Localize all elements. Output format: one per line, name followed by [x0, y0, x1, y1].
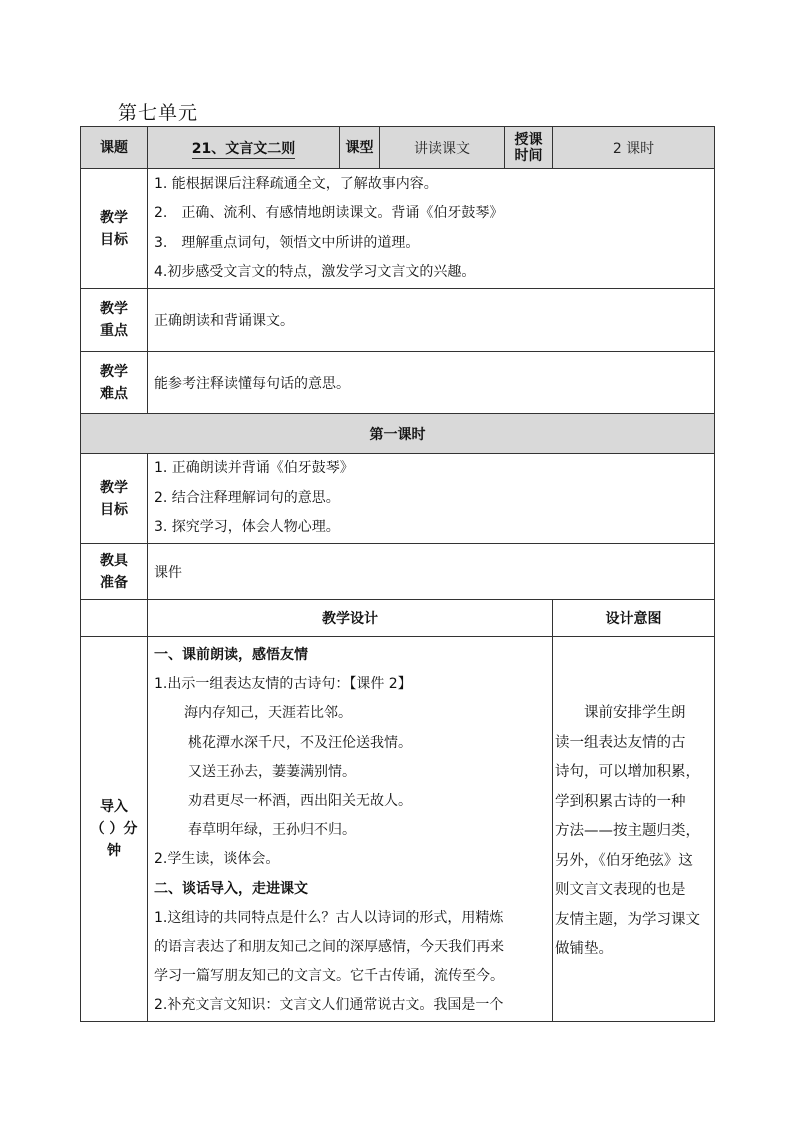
design-line: 的语言表达了和朋友知己之间的深厚感情，今天我们再来 [154, 939, 504, 956]
design-line: 2.补充文言文知识：文言文人们通常说古文。我国是一个 [154, 997, 504, 1014]
design-header-blank [81, 600, 148, 637]
type-label: 课型 [340, 127, 380, 169]
intent-line: 则文言文表现的也是 [555, 882, 686, 898]
lesson1-goals-label: 教学目标 [81, 454, 148, 544]
header-row [81, 127, 715, 169]
design-line: 2.学生读，谈体会。 [154, 851, 280, 868]
unit-title: 第七单元 [118, 102, 199, 124]
time-label: 授课 时间 [505, 127, 553, 169]
goal-item: 3. 理解重点词句，领悟文中所讲的道理。 [154, 234, 420, 251]
tools-row [81, 544, 715, 600]
type-value: 讲读课文 [380, 127, 505, 169]
goals-label: 教学目标 [81, 169, 148, 289]
poem-line: 劝君更尽一杯酒，西出阳关无故人。 [188, 793, 412, 810]
lesson1-goals-row [81, 454, 715, 544]
goals-list [148, 169, 715, 289]
intent-col-header: 设计意图 [553, 600, 715, 637]
design-line: 二、谈话导入，走进课文 [154, 880, 308, 897]
intent-line: 方法——按主题归类， [555, 823, 700, 839]
intent-line: 做铺垫。 [555, 941, 613, 957]
intent-line: 诗句，可以增加积累， [555, 764, 700, 780]
goal-item: 2. 正确、流利、有感情地朗读课文。背诵《伯牙鼓琴》 [154, 205, 504, 221]
poem-line: 又送王孙去，萋萋满别情。 [188, 763, 356, 780]
intent-line: 友情主题，为学习课文 [555, 911, 700, 928]
intent-content [553, 637, 715, 1022]
intent-line: 课前安排学生朗 [555, 705, 686, 721]
poem-line: 春草明年绿，王孙归不归。 [188, 822, 356, 839]
lesson-plan-table [80, 126, 715, 1022]
lesson1-goals-list [148, 454, 715, 544]
goal-item: 4.初步感受文言文的特点，激发学习文言文的兴趣。 [154, 264, 476, 280]
design-line: 1.这组诗的共同特点是什么？古人以诗词的形式，用精炼 [154, 909, 504, 926]
design-col-header: 教学设计 [148, 600, 553, 637]
key-points-label: 教学重点 [81, 289, 148, 352]
intro-row [81, 637, 715, 1022]
lesson1-goal-item: 1. 正确朗读并背诵《伯牙鼓琴》 [154, 460, 354, 477]
poem-line: 海内存知己，天涯若比邻。 [184, 705, 352, 722]
intro-section-label: 导入 （ ）分 钟 [81, 637, 148, 1022]
design-content [148, 637, 553, 1022]
goals-row [81, 169, 715, 289]
difficulties-label: 教学难点 [81, 352, 148, 414]
key-points-value: 正确朗读和背诵课文。 [148, 289, 715, 352]
poem-line: 桃花潭水深千尺，不及汪伦送我情。 [188, 734, 412, 751]
lesson1-goal-item: 2. 结合注释理解词句的意思。 [154, 489, 340, 506]
intent-line: 读一组表达友情的古 [555, 734, 686, 751]
intent-line: 学到积累古诗的一种 [555, 793, 686, 810]
design-header-row [81, 600, 715, 637]
tools-label: 教具准备 [81, 544, 148, 600]
topic-value: 21、文言文二则 [148, 127, 340, 169]
intent-line: 另外，《伯牙绝弦》这 [555, 852, 693, 869]
key-points-row [81, 289, 715, 352]
design-line: 1.出示一组表达友情的古诗句：【课件 2】 [154, 676, 412, 693]
tools-value: 课件 [148, 544, 715, 600]
lesson1-title-row [81, 414, 715, 454]
time-value: 2 课时 [553, 127, 715, 169]
goal-item: 1. 能根据课后注释疏通全文，了解故事内容。 [154, 175, 438, 192]
design-line: 学习一篇写朋友知己的文言文。它千古传诵，流传至今。 [154, 968, 504, 985]
difficulties-value: 能参考注释读懂每句话的意思。 [148, 352, 715, 414]
difficulties-row [81, 352, 715, 414]
topic-label: 课题 [81, 127, 148, 169]
lesson1-title: 第一课时 [81, 414, 715, 454]
lesson1-goal-item: 3. 探究学习，体会人物心理。 [154, 519, 340, 536]
design-line: 一、课前朗读，感悟友情 [154, 647, 308, 663]
